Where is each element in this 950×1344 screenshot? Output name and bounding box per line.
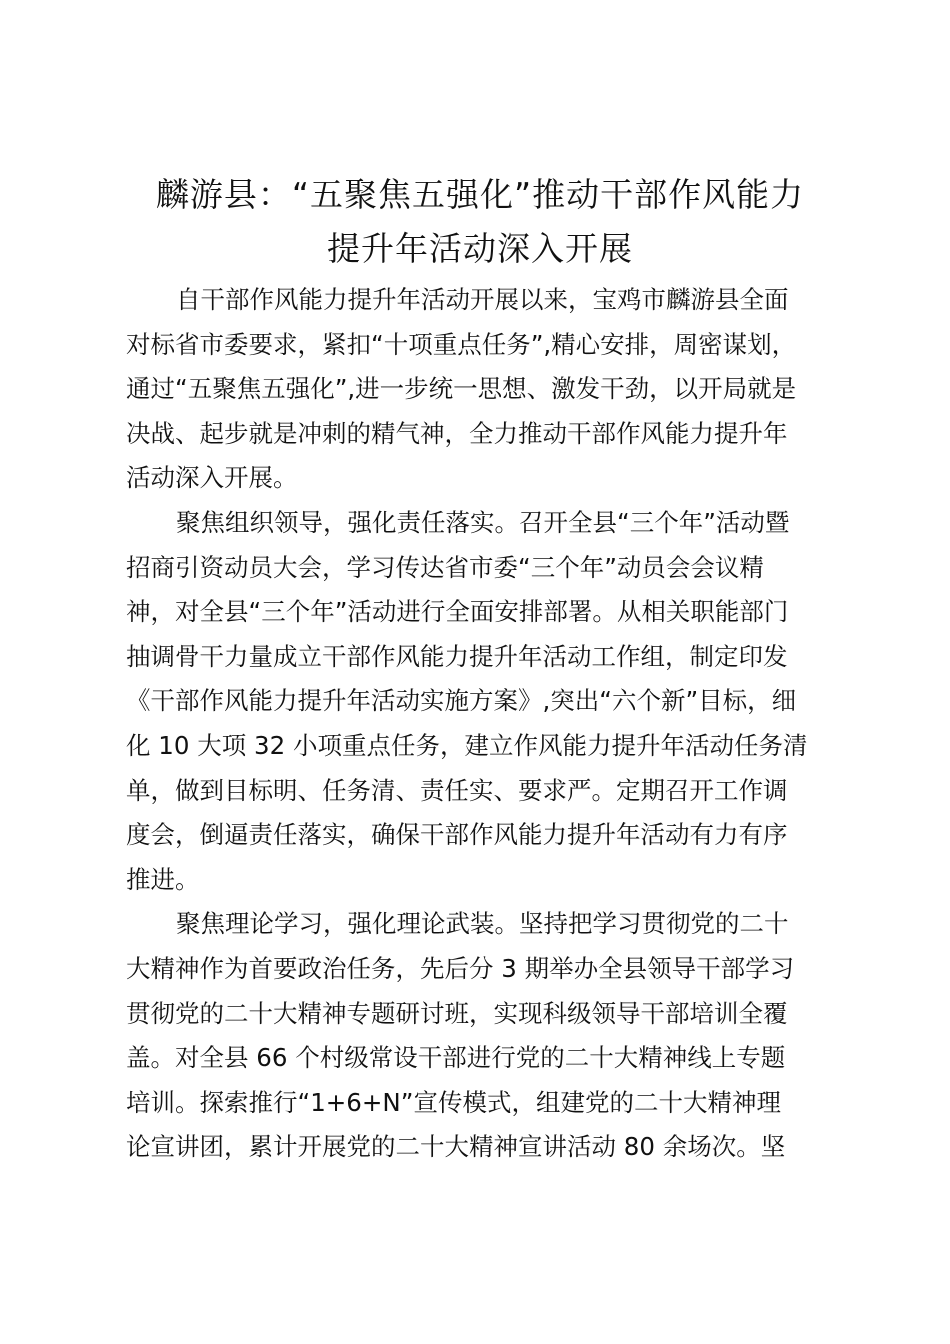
paragraph-line: 活动深入开展。 bbox=[126, 463, 298, 493]
paragraph-line: 神，对全县“三个年”活动进行全面安排部署。从相关职能部门 bbox=[126, 597, 789, 627]
document-body bbox=[126, 278, 831, 1170]
paragraph-line: 招商引资动员大会，学习传达省市委“三个年”动员会会议精 bbox=[126, 552, 764, 582]
document-title bbox=[120, 168, 840, 276]
title-line-1: 麟游县：“五聚焦五强化”推动干部作风能力 bbox=[155, 175, 805, 214]
paragraph-organization bbox=[126, 501, 831, 902]
paragraph-line: 贯彻党的二十大精神专题研讨班，实现科级领导干部培训全覆 bbox=[126, 998, 788, 1028]
paragraph-line: 大精神作为首要政治任务，先后分 3 期举办全县领导干部学习 bbox=[126, 953, 795, 983]
paragraph-line: 培训。探索推行“1+6+N”宣传模式，组建党的二十大精神理 bbox=[126, 1087, 781, 1117]
paragraph-line: 决战、起步就是冲刺的精气神，全力推动干部作风能力提升年 bbox=[126, 418, 788, 448]
paragraph-line: 推进。 bbox=[126, 864, 200, 894]
paragraph-line: 对标省市委要求，紧扣“十项重点任务”,精心安排，周密谋划， bbox=[126, 329, 797, 359]
title-line-2: 提升年活动深入开展 bbox=[327, 229, 633, 268]
paragraph-line: 单，做到目标明、任务清、责任实、要求严。定期召开工作调 bbox=[126, 775, 788, 805]
paragraph-line: 聚焦组织领导，强化责任落实。召开全县“三个年”活动暨 bbox=[176, 507, 790, 537]
paragraph-theory bbox=[126, 902, 831, 1170]
paragraph-line: 盖。对全县 66 个村级常设干部进行党的二十大精神线上专题 bbox=[126, 1043, 786, 1073]
paragraph-line: 通过“五聚焦五强化”,进一步统一思想、激发干劲，以开局就是 bbox=[126, 374, 797, 404]
paragraph-line: 论宣讲团，累计开展党的二十大精神宣讲活动 80 余场次。坚 bbox=[126, 1132, 786, 1162]
paragraph-line: 《干部作风能力提升年活动实施方案》,突出“六个新”目标，细 bbox=[126, 686, 797, 716]
paragraph-line: 聚焦理论学习，强化理论武装。坚持把学习贯彻党的二十 bbox=[176, 909, 789, 939]
paragraph-line: 化 10 大项 32 小项重点任务，建立作风能力提升年活动任务清 bbox=[126, 730, 808, 760]
paragraph-line: 自干部作风能力提升年活动开展以来，宝鸡市麟游县全面 bbox=[176, 285, 789, 314]
paragraph-line: 抽调骨干力量成立干部作风能力提升年活动工作组，制定印发 bbox=[126, 641, 788, 671]
paragraph-line: 度会，倒逼责任落实，确保干部作风能力提升年活动有力有序 bbox=[126, 820, 788, 850]
paragraph-intro bbox=[126, 278, 831, 501]
